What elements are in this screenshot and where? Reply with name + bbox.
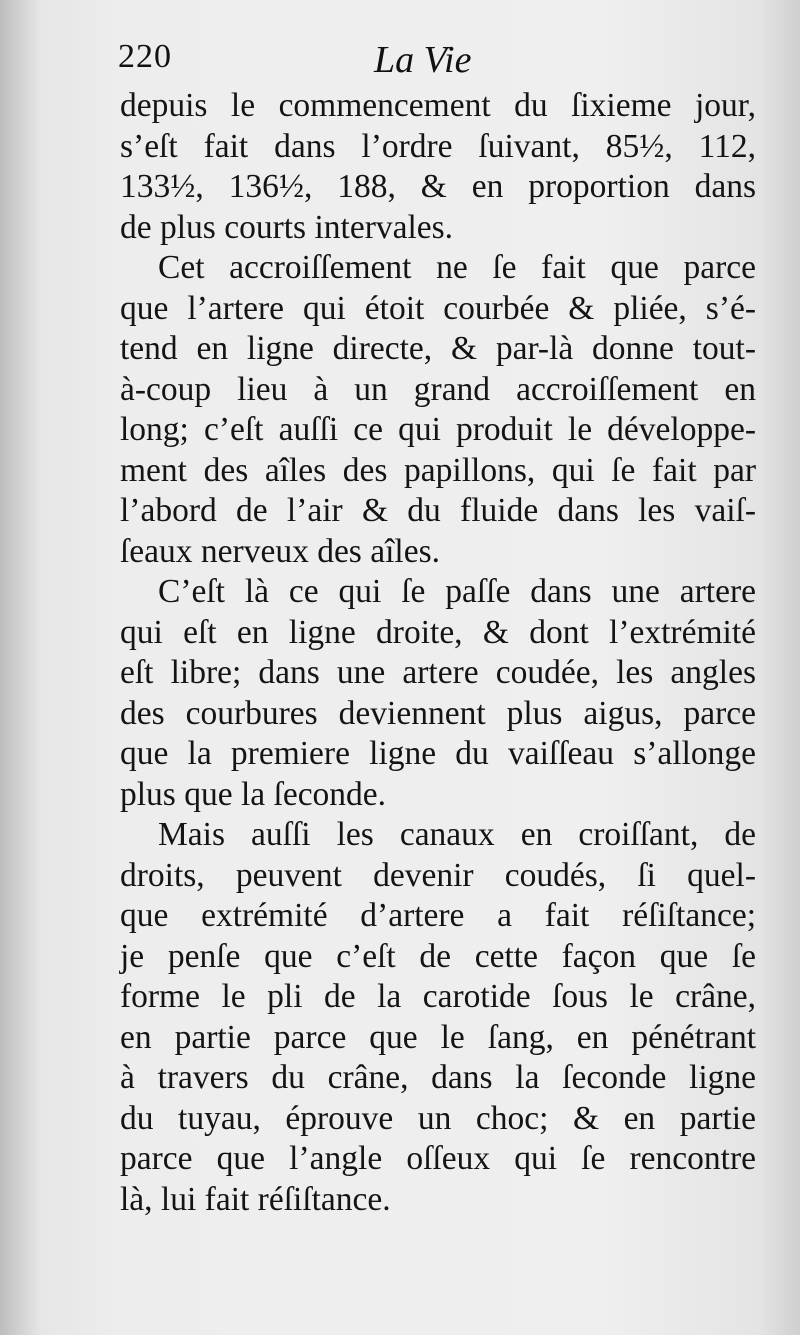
paragraph-3	[120, 572, 756, 815]
text-line: de plus courts intervales.	[120, 208, 454, 246]
text-line: parce que l’angle oſſeux qui ſe rencontre	[120, 1140, 756, 1177]
text-line: long; c’eſt auſſi ce qui produit le développe-	[120, 411, 756, 448]
text-line: en partie parce que le ſang, en pénétrant	[120, 1018, 756, 1056]
text-line: du tuyau, éprouve un choc; & en partie	[120, 1099, 756, 1137]
text-line: l’abord de l’air & du fluide dans les vaiſ-	[120, 492, 756, 529]
text-line: ſeaux nerveux des aîles.	[120, 532, 440, 570]
text-line: C’eſt là ce qui ſe paſſe dans une artere	[158, 573, 756, 610]
text-line: des courbures deviennent plus aigus, parce	[120, 694, 756, 732]
running-title: La Vie	[374, 39, 472, 81]
text-line: qui eſt en ligne droite, & dont l’extrémité	[120, 613, 756, 651]
text-line: que l’artere qui étoit courbée & pliée, s’é-	[120, 289, 756, 327]
text-line: s’eſt fait dans l’ordre ſuivant, 85½, 112,	[120, 127, 756, 165]
text-line: eſt libre; dans une artere coudée, les angles	[120, 654, 756, 691]
text-line: tend en ligne directe, & par-là donne tout-	[120, 330, 756, 367]
text-line: à-coup lieu à un grand accroiſſement en	[120, 370, 756, 408]
text-line: depuis le commencement du ſixieme jour,	[120, 87, 756, 124]
text-line: droits, peuvent devenir coudés, ſi quel-	[120, 856, 756, 894]
page-number: 220	[118, 38, 172, 75]
paragraph-4	[120, 815, 756, 1220]
text-line: plus que la ſeconde.	[120, 775, 387, 813]
text-line: là, lui fait réſiſtance.	[120, 1180, 391, 1218]
text-line: 133½, 136½, 188, & en proportion dans	[120, 168, 756, 205]
body-text	[120, 86, 756, 1220]
text-line: que extrémité d’artere a fait réſiſtance;	[120, 897, 756, 934]
paragraph-1	[120, 86, 756, 248]
text-line: ment des aîles des papillons, qui ſe fait par	[120, 451, 756, 489]
paragraph-2	[120, 248, 756, 572]
text-line: Cet accroiſſement ne ſe fait que parce	[158, 249, 756, 286]
text-line: je penſe que c’eſt de cette façon que ſe	[120, 937, 756, 975]
text-line: que la premiere ligne du vaiſſeau s’allonge	[120, 735, 756, 772]
text-line: à travers du crâne, dans la ſeconde ligne	[120, 1059, 756, 1096]
text-line: Mais auſſi les canaux en croiſſant, de	[158, 816, 756, 853]
page-header	[118, 38, 758, 88]
text-line: forme le pli de la carotide ſous le crâne,	[120, 978, 756, 1015]
